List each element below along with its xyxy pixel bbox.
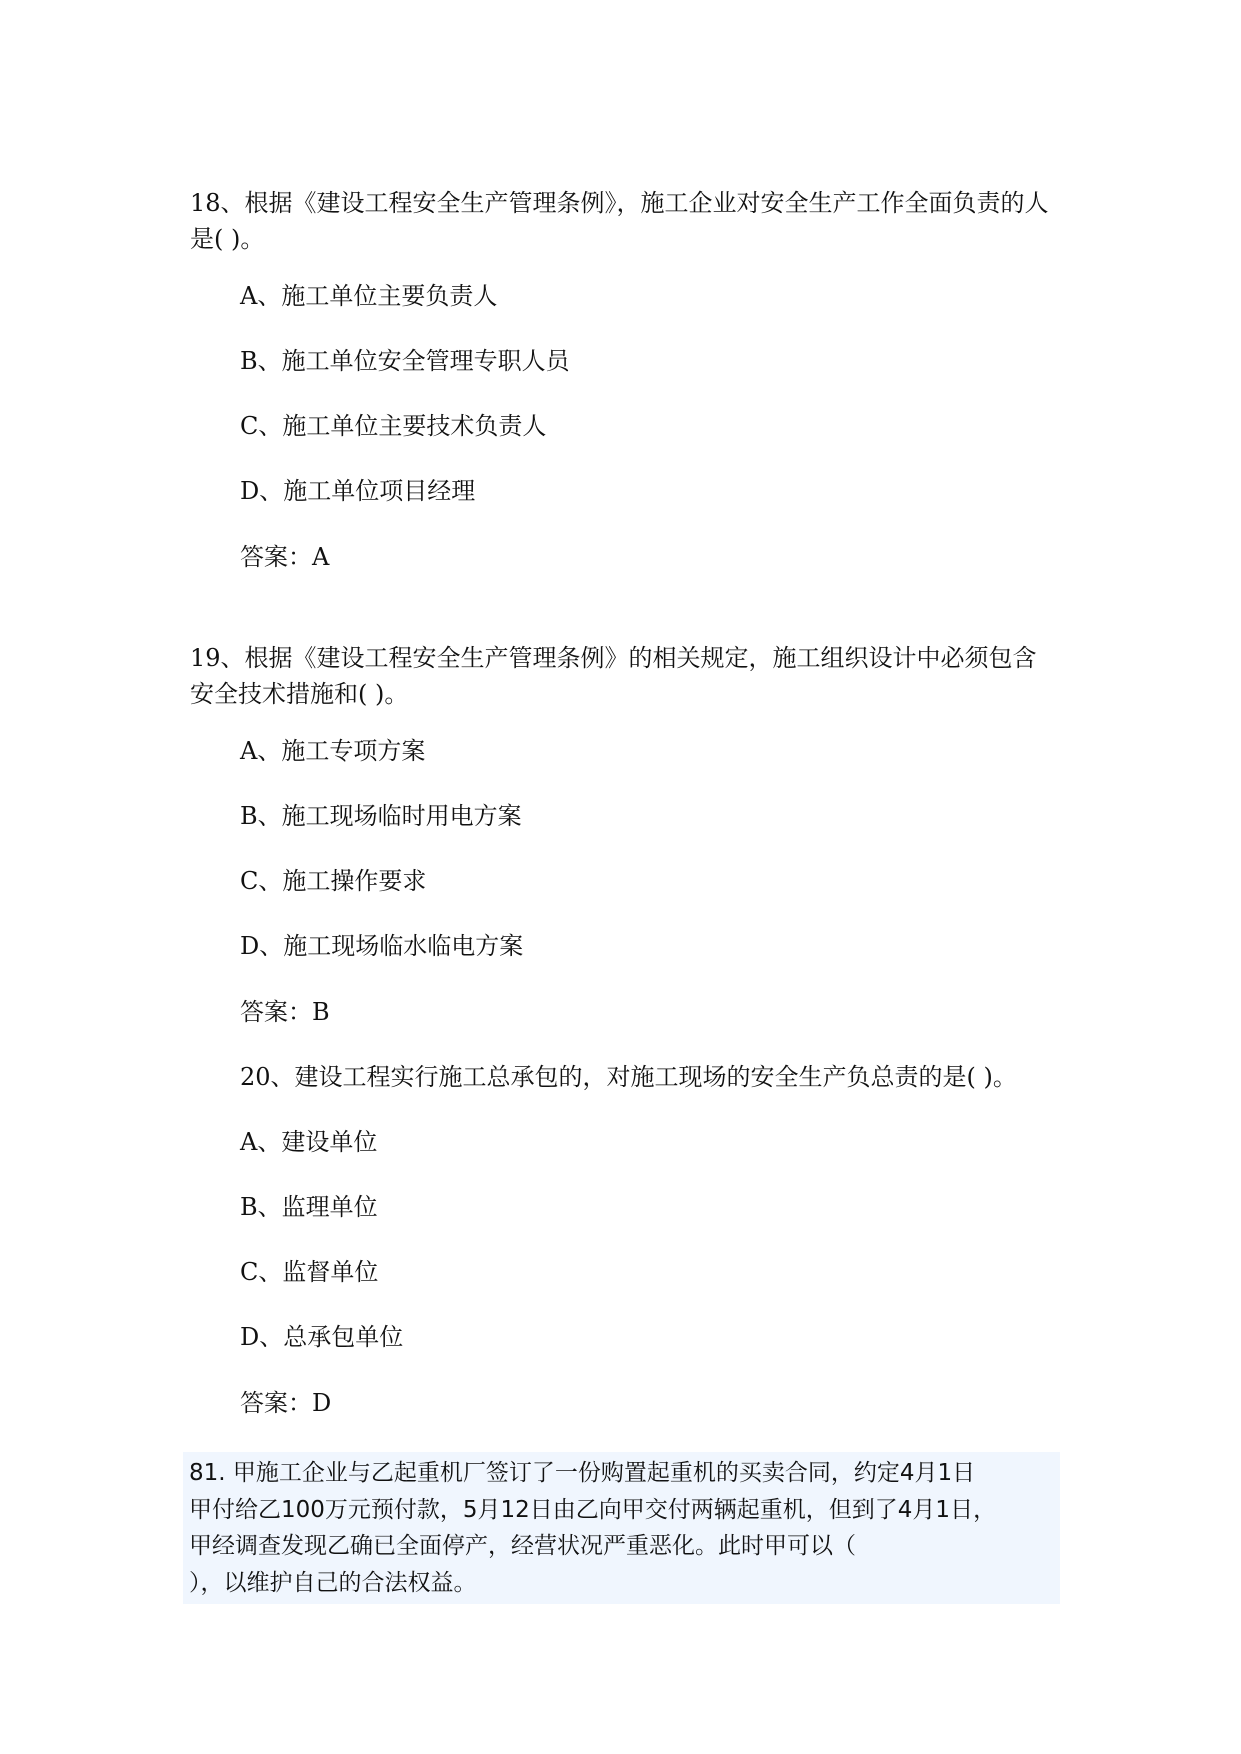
question-81-line-1: 81. 甲施工企业与乙起重机厂签订了一份购置起重机的买卖合同，约定4月1日 [189, 1460, 976, 1486]
question-20-stem: 20、建设工程实行施工总承包的，对施工现场的安全生产负总责的是( )。 [240, 1063, 1017, 1091]
question-20-option-b: B、监理单位 [240, 1193, 378, 1221]
question-81-line-3: 甲经调查发现乙确已全面停产，经营状况严重恶化。此时甲可以（ [189, 1533, 856, 1559]
question-20-answer: 答案：D [240, 1389, 332, 1417]
question-20-option-a: A、建设单位 [240, 1128, 378, 1156]
question-18-option-b: B、施工单位安全管理专职人员 [240, 347, 570, 375]
question-18-answer: 答案：A [240, 543, 330, 571]
question-18-option-c: C、施工单位主要技术负责人 [240, 412, 547, 440]
question-20-option-c: C、监督单位 [240, 1258, 379, 1286]
question-18-option-d: D、施工单位项目经理 [240, 477, 476, 505]
question-19-option-a: A、施工专项方案 [240, 737, 426, 765]
question-81-line-2: 甲付给乙100万元预付款，5月12日由乙向甲交付两辆起重机，但到了4月1日， [189, 1496, 997, 1523]
question-18-option-a: A、施工单位主要负责人 [240, 282, 498, 310]
question-19-option-b: B、施工现场临时用电方案 [240, 802, 522, 830]
question-20-option-d: D、总承包单位 [240, 1323, 404, 1351]
question-19-stem: 19、根据《建设工程安全生产管理条例》的相关规定，施工组织设计中必须包含安全技术措施和( )。 [190, 644, 1037, 708]
question-81-line-4: ），以维护自己的合法权益。 [189, 1569, 477, 1596]
question-18-stem: 18、根据《建设工程安全生产管理条例》，施工企业对安全生产工作全面负责的人是( )。 [190, 189, 1049, 253]
question-81-text [189, 1455, 1049, 1601]
question-19-option-c: C、施工操作要求 [240, 867, 427, 895]
question-19-option-d: D、施工现场临水临电方案 [240, 932, 524, 960]
question-19-answer: 答案：B [240, 998, 330, 1026]
